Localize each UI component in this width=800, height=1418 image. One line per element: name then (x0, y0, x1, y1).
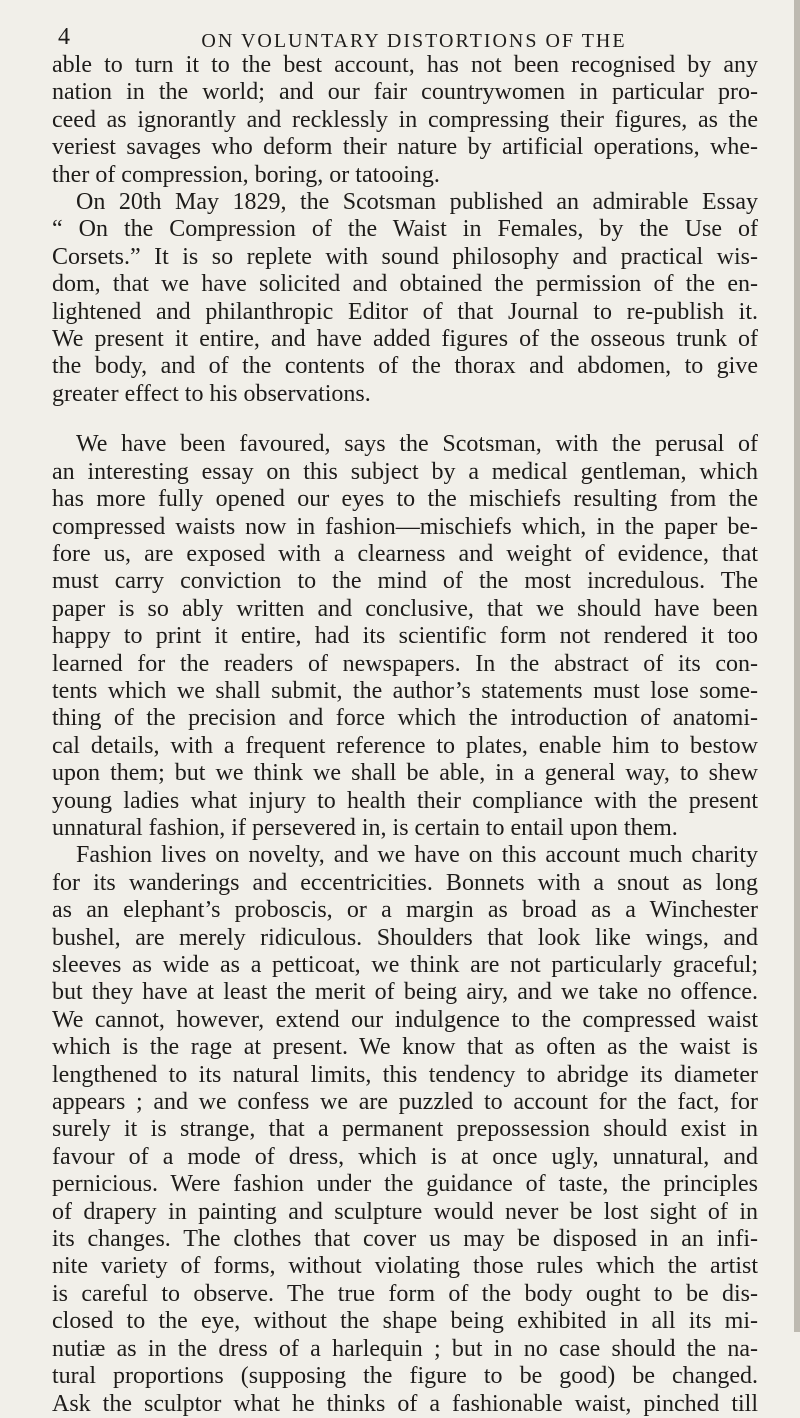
text-line: of drapery in painting and sculpture would never be lost sight of in (52, 1198, 758, 1225)
text-line: Corsets.” It is so replete with sound philosophy and practical wis- (52, 243, 758, 270)
text-line: but they have at least the merit of being airy, and we take no offence. (52, 979, 758, 1006)
text-line: which is the rage at present. We know that as often as the waist is (52, 1034, 758, 1061)
text-line: must carry conviction to the mind of the most incredulous. The (52, 568, 758, 595)
text-line: as an elephant’s proboscis, or a margin as broad as a Winchester (52, 897, 758, 924)
text-line: sleeves as wide as a petticoat, we think are not particularly graceful; (52, 952, 758, 978)
text-line: lengthened to its natural limits, this tendency to abridge its diameter (52, 1061, 758, 1088)
text-line: We have been favoured, says the Scotsman, with the perusal of (76, 431, 758, 458)
text-line: young ladies what injury to health their compliance with the present (52, 787, 758, 814)
text-line: We present it entire, and have added figures of the osseous trunk of (52, 326, 758, 353)
text-line: nutiæ as in the dress of a harlequin ; but in no case should the na- (52, 1335, 758, 1362)
section-break (52, 408, 758, 431)
text-line: Fashion lives on novelty, and we have on this account much charity (76, 842, 758, 869)
text-line: bushel, are merely ridiculous. Shoulders that look like wings, and (52, 924, 758, 951)
text-line: an interesting essay on this subject by a medical gentleman, which (52, 458, 758, 485)
text-line: upon them; but we think we shall be able, in a general way, to shew (52, 760, 758, 787)
text-line: the body, and of the contents of the thorax and abdomen, to give (52, 353, 758, 380)
text-line: paper is so ably written and conclusive, that we should have been (52, 595, 758, 622)
text-line: pernicious. Were fashion under the guidance of taste, the principles (52, 1171, 758, 1198)
text-line: lightened and philanthropic Editor of that Journal to re-publish it. (52, 298, 758, 325)
text-line: nite variety of forms, without violating those rules which the artist (52, 1253, 758, 1280)
text-line: greater effect to his observations. (52, 380, 371, 407)
text-line: ceed as ignorantly and recklessly in compressing their figures, as the (52, 106, 758, 133)
text-line: its changes. The clothes that cover us may be disposed in an infi- (52, 1226, 758, 1253)
text-line: cal details, with a frequent reference to plates, enable him to bestow (52, 732, 758, 759)
text-line: ther of compression, boring, or tatooing. (52, 161, 440, 188)
text-line: thing of the precision and force which the introduction of anatomi- (52, 705, 758, 732)
text-line: On 20th May 1829, the Scotsman published an admirable Essay (76, 189, 758, 216)
body-text (52, 52, 758, 1418)
text-line: favour of a mode of dress, which is at once ugly, unnatural, and (52, 1143, 758, 1170)
text-line: closed to the eye, without the shape being exhibited in all its mi- (52, 1308, 758, 1335)
text-line: tural proportions (supposing the figure to be good) be changed. (52, 1363, 758, 1390)
text-line: fore us, are exposed with a clearness and weight of evidence, that (52, 540, 758, 567)
text-line: able to turn it to the best account, has not been recognised by any (52, 52, 758, 78)
text-line: We cannot, however, extend our indulgence to the compressed waist (52, 1006, 758, 1033)
text-line: tents which we shall submit, the author’s statements must lose some- (52, 677, 758, 704)
page-number: 4 (58, 24, 70, 50)
running-head: ON VOLUNTARY DISTORTIONS OF THE (201, 30, 627, 52)
text-line: unnatural fashion, if persevered in, is certain to entail upon them. (52, 814, 678, 841)
text-line: compressed waists now in fashion—mischiefs which, in the paper be- (52, 513, 758, 540)
text-line: veriest savages who deform their nature by artificial operations, whe- (52, 134, 758, 161)
text-line: “ On the Compression of the Waist in Females, by the Use of (52, 216, 758, 243)
text-line: learned for the readers of newspapers. In the abstract of its con- (52, 650, 758, 677)
text-line: is careful to observe. The true form of the body ought to be dis- (52, 1280, 758, 1307)
text-line: for its wanderings and eccentricities. Bonnets with a snout as long (52, 869, 758, 896)
text-line: surely it is strange, that a permanent prepossession should exist in (52, 1116, 758, 1143)
page-gutter-shadow (794, 0, 800, 1332)
text-line: dom, that we have solicited and obtained the permission of the en- (52, 271, 758, 298)
text-line: happy to print it entire, had its scientific form not rendered it too (52, 623, 758, 650)
text-line: Ask the sculptor what he thinks of a fashionable waist, pinched till (52, 1390, 758, 1417)
text-line: nation in the world; and our fair countrywomen in particular pro- (52, 79, 758, 106)
text-line: appears ; and we confess we are puzzled to account for the fact, for (52, 1089, 758, 1116)
text-line: has more fully opened our eyes to the mischiefs resulting from the (52, 486, 758, 513)
